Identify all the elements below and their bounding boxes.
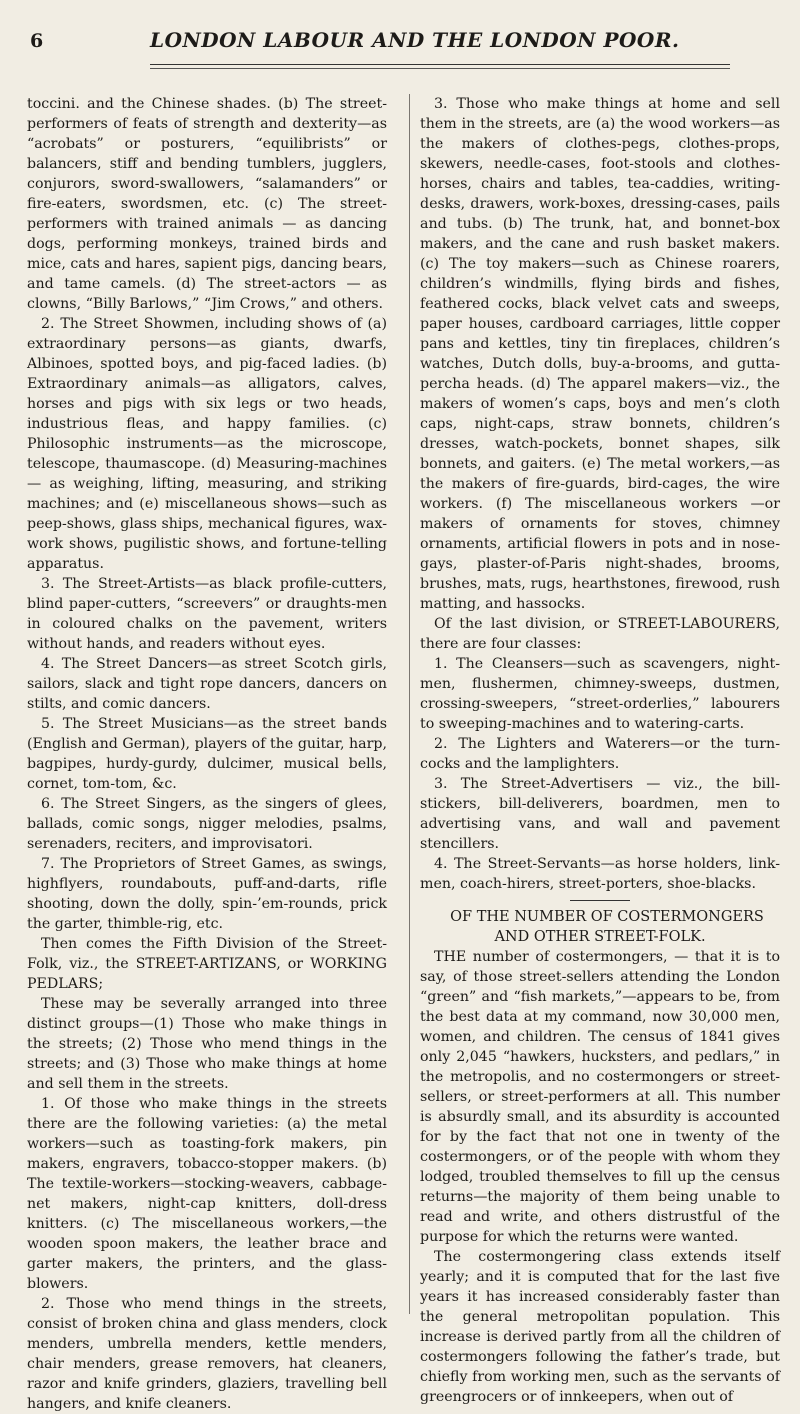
paragraph: 6. The Street Singers, as the singers of glees, ballads, comic songs, nigger melodies, psalms, serenaders, reciters, and improvisatori. xyxy=(27,796,387,852)
right-column xyxy=(420,94,780,1407)
paragraph: 1. The Cleansers—such as scavengers, night-men, flushermen, chimney-sweeps, dustmen, crossing-sweepers, “street-orderlies,” labourers to sweeping-machines and to watering-carts. xyxy=(420,656,780,732)
paragraph: 7. The Proprietors of Street Games, as swings, highflyers, roundabouts, puff-and-darts, rifle shooting, down the dolly, spin-’em-rounds, prick the garter, thimble-rig, etc. xyxy=(27,856,387,932)
page-number: 6 xyxy=(30,30,44,52)
paragraph: 4. The Street-Servants—as horse holders, link-men, coach-hirers, street-porters, shoe-blacks. xyxy=(420,856,780,892)
paragraph: 3. The Street-Advertisers — viz., the bill-stickers, bill-deliverers, boardmen, men to advertising vans, and wall and pavement stencillers. xyxy=(420,776,780,852)
left-column xyxy=(27,94,387,1414)
paragraph: toccini. and the Chinese shades. (b) The street-performers of feats of strength and dexterity—as “acrobats” or posturers, “equilibrists” or balancers, stiff and bending tumblers, jugglers, conjurors, sword-swallowers, “salamanders” or fire-eaters, swordsmen, etc. (c) The street-performers with trained animals — as dancing dogs, performing monkeys, trained birds and mice, cats and hares, sapient pigs, dancing bears, and tame camels. (d) The street-actors — as clowns, “Billy Barlows,” “Jim Crows,” and others. xyxy=(27,96,388,312)
paragraph: 2. The Street Showmen, including shows of (a) extraordinary persons—as giants, dwarfs, Albinoes, spotted boys, and pig-faced ladies. (b) Extraordinary animals—as alligators, calves, horses and pigs with six legs or two heads, industrious fleas, and happy families. (c) Philosophic instruments—as the microscope, telescope, thaumascope. (d) Measuring-machines — as weighing, lifting, measuring, and striking machines; and (e) miscellaneous shows—such as peep-shows, glass ships, mechanical figures, wax-work shows, pugilistic shows, and fortune-telling apparatus. xyxy=(27,316,387,572)
paragraph: Of the last division, or STREET-LABOURERS, there are four classes: xyxy=(420,616,780,652)
paragraph: Then comes the Fifth Division of the Street-Folk, viz., the STREET-ARTIZANS, or WORKING PEDLARS; xyxy=(27,936,387,992)
section-heading: OF THE NUMBER OF COSTERMONGERS AND OTHER STREET-FOLK. xyxy=(450,909,764,945)
paragraph: THE number of costermongers, — that it is to say, of those street-sellers attending the London “green” and “fish markets,”—appears to be, from the best data at my command, now 30,000 men, women, and children. The census of 1841 gives only 2,045 “hawkers, hucksters, and pedlars,” in the metropolis, and no costermongers or street-sellers, or street-performers at all. This number is absurdly small, and its absurdity is accounted for by the fact that not one in twenty of the costermongers, or of the people with whom they lodged, troubled themselves to fill up the census returns—the majority of them being unable to read and write, and others distrustful of the purpose for which the returns were wanted. xyxy=(420,949,780,1245)
running-head: LONDON LABOUR AND THE LONDON POOR. xyxy=(150,28,680,52)
paragraph: 2. The Lighters and Waterers—or the turn-cocks and the lamplighters. xyxy=(420,736,780,772)
paragraph: 4. The Street Dancers—as street Scotch girls, sailors, slack and tight rope dancers, dancers on stilts, and comic dancers. xyxy=(27,656,387,712)
header-rule-thin xyxy=(150,68,730,69)
section-rule xyxy=(570,900,630,901)
header-rule xyxy=(150,64,730,65)
paragraph: 2. Those who mend things in the streets, consist of broken china and glass menders, clock menders, umbrella menders, kettle menders, chair menders, grease removers, hat cleaners, razor and knife grinders, glaziers, travelling bell hangers, and knife cleaners. xyxy=(27,1296,387,1412)
paragraph: 5. The Street Musicians—as the street bands (English and German), players of the guitar, harp, bagpipes, hurdy-gurdy, dulcimer, musical bells, cornet, tom-tom, &c. xyxy=(27,716,387,792)
paragraph: 3. Those who make things at home and sell them in the streets, are (a) the wood workers—as the makers of clothes-pegs, clothes-props, skewers, needle-cases, foot-stools and clothes-horses, chairs and tables, tea-caddies, writing-desks, drawers, work-boxes, dressing-cases, pails and tubs. (b) The trunk, hat, and bonnet-box makers, and the cane and rush basket makers. (c) The toy makers—such as Chinese roarers, children’s windmills, flying birds and fishes, feathered cocks, black velvet cats and sweeps, paper houses, cardboard carriages, little copper pans and kettles, tiny tin fireplaces, children’s watches, Dutch dolls, buy-a-brooms, and gutta-percha heads. (d) The apparel makers—viz., the makers of women’s caps, boys and men’s cloth caps, night-caps, straw bonnets, children’s dresses, watch-pockets, bonnet shapes, silk bonnets, and gaiters. (e) The metal workers,—as the makers of fire-guards, bird-cages, the wire workers. (f) The miscellaneous workers —or makers of ornaments for stoves, chimney ornaments, artificial flowers in pots and in nose-gays, plaster-of-Paris night-shades, brooms, brushes, mats, rugs, hearthstones, firewood, rush matting, and hassocks. xyxy=(420,96,780,612)
paragraph: These may be severally arranged into three distinct groups—(1) Those who make things in the streets; (2) Those who mend things in the streets; and (3) Those who make things at home and sell them in the streets. xyxy=(27,996,387,1092)
paragraph: 1. Of those who make things in the streets there are the following varieties: (a) the metal workers—such as toasting-fork makers, pin makers, engravers, tobacco-stopper makers. (b) The textile-workers—stocking-weavers, cabbage-net makers, night-cap knitters, doll-dress knitters. (c) The miscellaneous workers,—the wooden spoon makers, the leather brace and garter makers, the printers, and the glass-blowers. xyxy=(27,1096,387,1292)
column-divider xyxy=(409,94,410,1314)
paragraph: 3. The Street-Artists—as black profile-cutters, blind paper-cutters, “screevers” or draughts-men in coloured chalks on the pavement, writers without hands, and readers without eyes. xyxy=(27,576,387,652)
paragraph: The costermongering class extends itself yearly; and it is computed that for the last five years it has increased considerably faster than the general metropolitan population. This increase is derived partly from all the children of costermongers following the father’s trade, but chiefly from working men, such as the servants of greengrocers or of innkeepers, when out of xyxy=(420,1249,780,1405)
